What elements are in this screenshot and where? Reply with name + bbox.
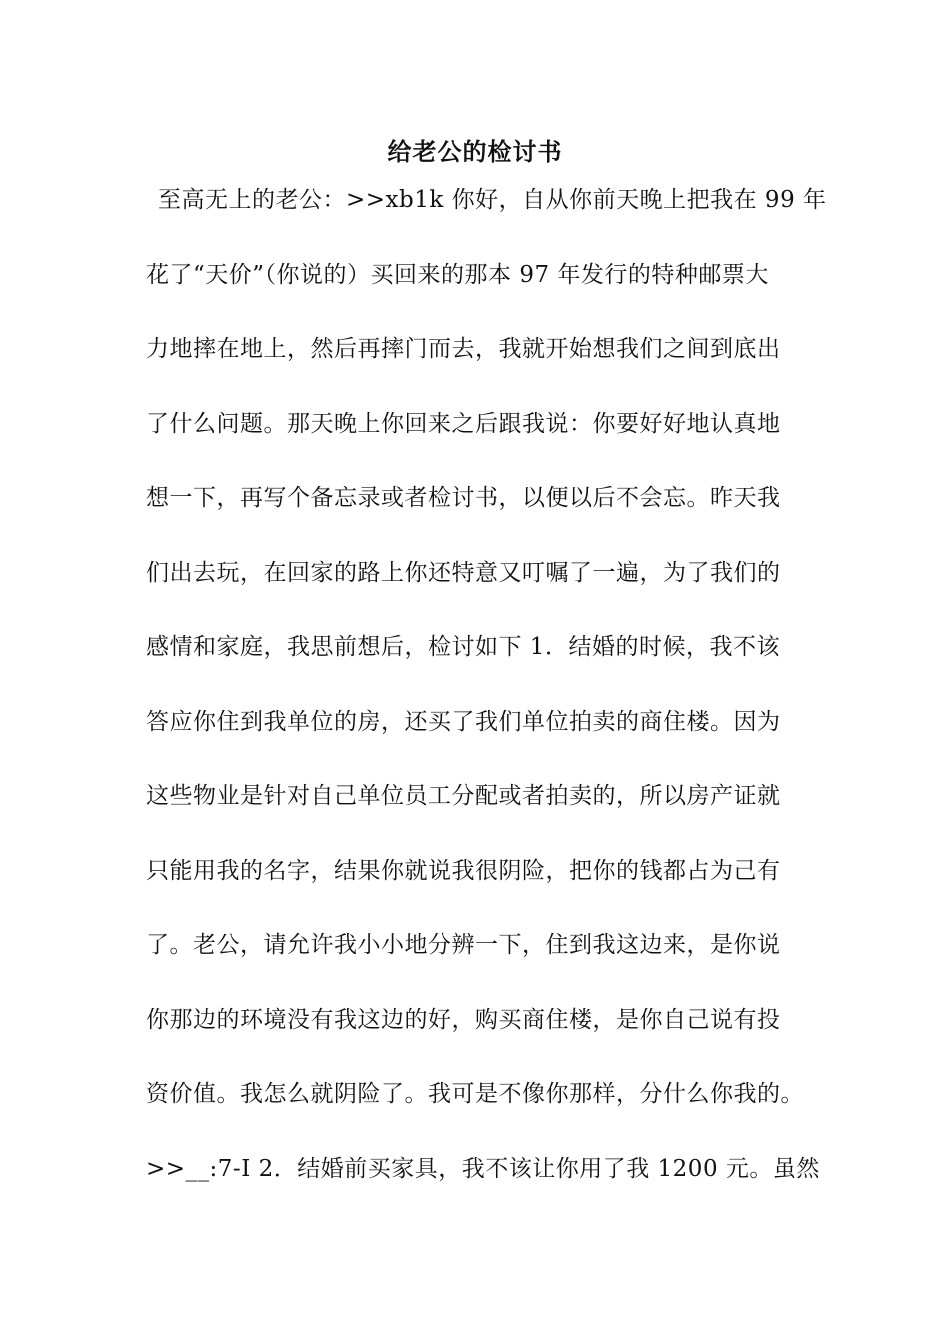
body-line: 只能用我的名字，结果你就说我很阴险，把你的钱都占为己有 [146, 857, 781, 884]
body-line: 想一下，再写个备忘录或者检讨书，以便以后不会忘。昨天我 [146, 485, 781, 511]
body-line: 们出去玩，在回家的路上你还特意又叮嘱了一遍，为了我们的 [146, 559, 781, 586]
body-line: 花了“天价”（你说的）买回来的那本 97 年发行的特种邮票大 [146, 261, 769, 288]
document-title: 给老公的检讨书 [387, 137, 563, 166]
body-line: 资价值。我怎么就阴险了。我可是不像你那样，分什么你我的。 [146, 1081, 804, 1107]
body-line: 力地摔在地上，然后再摔门而去，我就开始想我们之间到底出 [146, 336, 781, 362]
body-line: 感情和家庭，我思前想后，检讨如下 1．结婚的时候，我不该 [146, 634, 780, 660]
body-line: >>__:7-I 2．结婚前买家具，我不该让你用了我 1200 元。虽然 [146, 1155, 820, 1182]
document-body [146, 180, 846, 1223]
body-line: 了什么问题。那天晚上你回来之后跟我说：你要好好地认真地 [146, 410, 781, 437]
body-line: 这些物业是针对自己单位员工分配或者拍卖的，所以房产证就 [146, 783, 781, 809]
body-line: 答应你住到我单位的房，还买了我们单位拍卖的商住楼。因为 [146, 708, 781, 735]
body-line: 你那边的环境没有我这边的好，购买商住楼，是你自己说有投 [146, 1006, 781, 1033]
body-line: 了。老公，请允许我小小地分辨一下，住到我这边来，是你说 [146, 932, 781, 958]
body-line: 至高无上的老公：>>xb1k 你好，自从你前天晚上把我在 99 年 [158, 187, 827, 213]
